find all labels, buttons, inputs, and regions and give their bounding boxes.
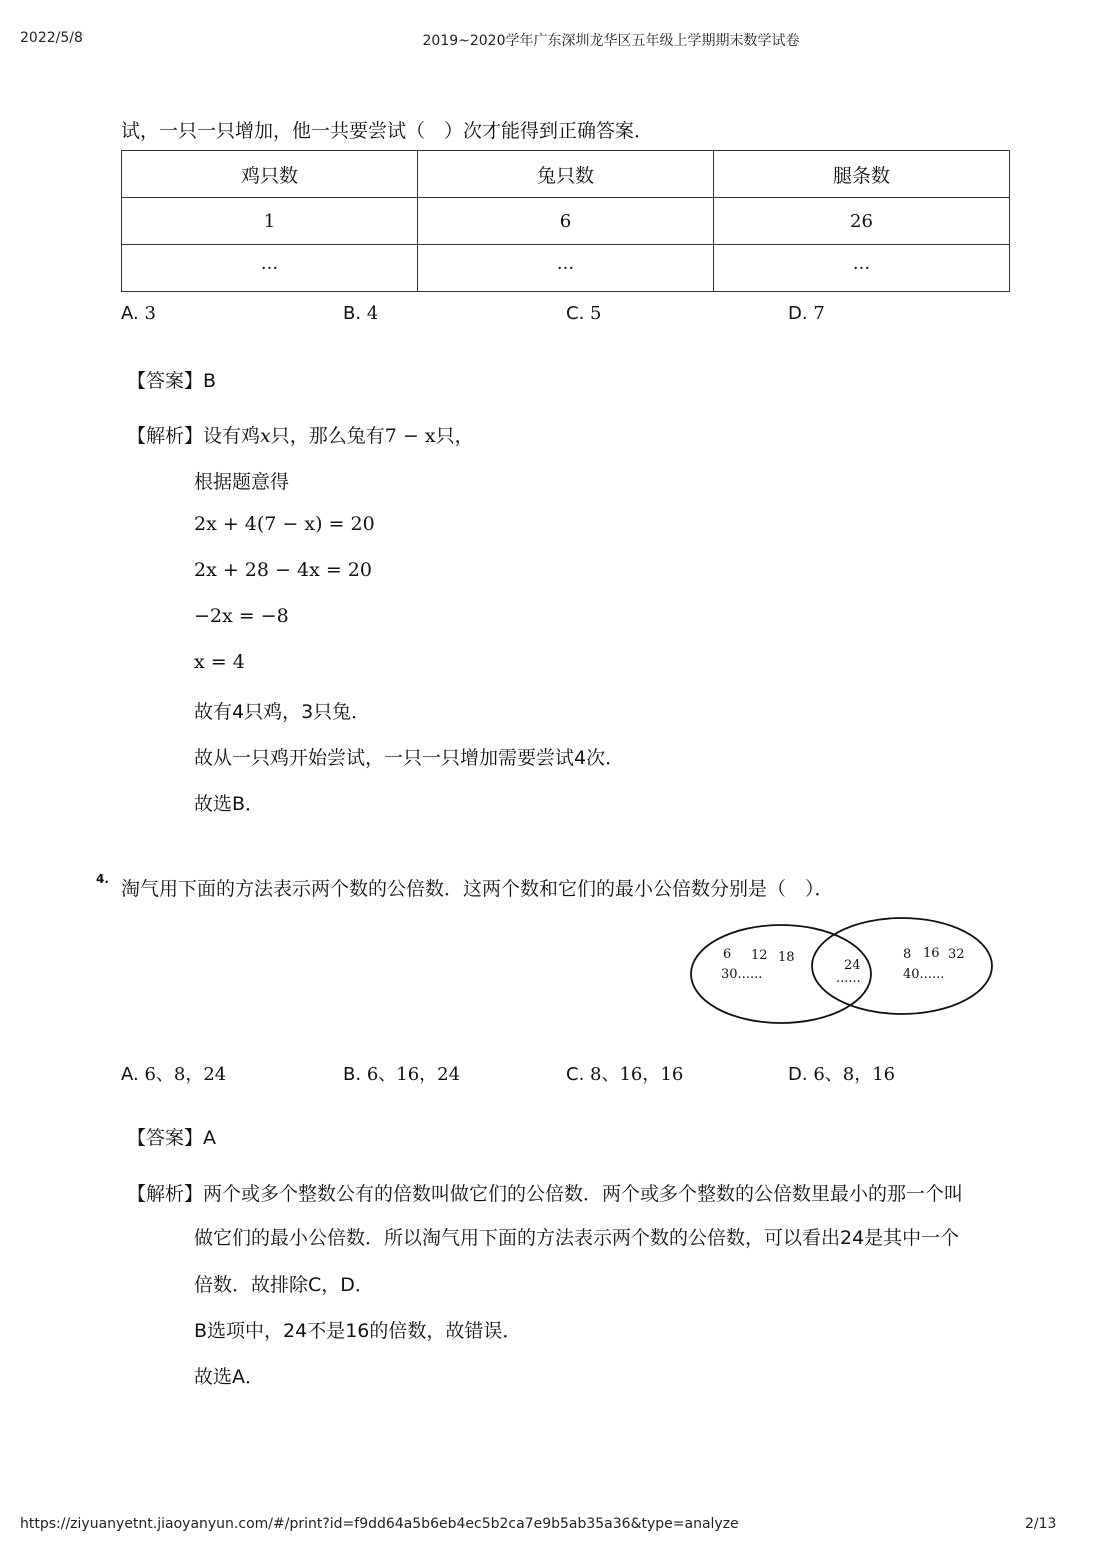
q4-option-a[interactable]: A. 6、8，24 xyxy=(121,1064,227,1085)
q3-analysis-line: 根据题意得 xyxy=(194,471,290,493)
q3-table xyxy=(121,150,1010,292)
table-header-cell: 腿条数 xyxy=(714,151,1010,198)
q3-analysis-first: 【解析】设有鸡x只，那么兔有7 − x只， xyxy=(127,425,474,447)
venn-left-number: 12 xyxy=(751,948,768,963)
q3-equation: x = 4 xyxy=(194,651,245,673)
q4-answer xyxy=(127,1123,216,1150)
venn-diagram xyxy=(690,910,1010,1035)
q4-analysis-line: B选项中，24不是16的倍数，故错误． xyxy=(194,1320,522,1342)
q3-analysis-line: 故选B． xyxy=(194,793,265,815)
document-title: 2019~2020学年广东深圳龙华区五年级上学期期末数学试卷 xyxy=(422,33,800,49)
table-cell: ··· xyxy=(714,245,1010,292)
venn-right-number: 16 xyxy=(923,946,940,961)
q3-equation: 2x + 4(7 − x) = 20 xyxy=(194,513,375,535)
table-cell: ··· xyxy=(418,245,714,292)
venn-center-number: 24 xyxy=(844,958,861,973)
venn-left-number: 18 xyxy=(778,950,795,965)
venn-right-sequence: 40...... xyxy=(903,967,945,982)
page-number: 2/13 xyxy=(1025,1516,1057,1532)
q4-stem: 淘气用下面的方法表示两个数的公倍数．这两个数和它们的最小公倍数分别是（ ）． xyxy=(121,878,834,900)
venn-center-dots: ...... xyxy=(836,971,861,986)
q3-analysis-line: 故有4只鸡，3只兔． xyxy=(194,701,371,723)
q4-option-d[interactable]: D. 6、8，16 xyxy=(788,1064,896,1085)
answer-value: A xyxy=(203,1127,217,1149)
q3-stem-tail: 试，一只一只增加，他一共要尝试（ ）次才能得到正确答案． xyxy=(121,120,654,142)
footer-url[interactable]: https://ziyuanyetnt.jiaoyanyun.com/#/print?id=f9dd64a5b6eb4ec5b2ca7e9b5ab35a36&type=analyze xyxy=(20,1516,739,1532)
venn-right-ellipse xyxy=(812,918,992,1014)
q4-analysis-line: 做它们的最小公倍数．所以淘气用下面的方法表示两个数的公倍数，可以看出24是其中一个 xyxy=(194,1227,960,1249)
q3-analysis-line: 故从一只鸡开始尝试，一只一只增加需要尝试4次． xyxy=(194,747,625,769)
q4-analysis-line: 倍数．故排除C，D． xyxy=(194,1274,374,1296)
print-date: 2022/5/8 xyxy=(20,30,83,46)
venn-right-number: 32 xyxy=(948,947,965,962)
table-header-cell: 鸡只数 xyxy=(122,151,418,198)
table-row xyxy=(122,245,1010,292)
analysis-label: 【解析】 xyxy=(127,425,204,447)
q4-option-b[interactable]: B. 6、16，24 xyxy=(343,1064,461,1085)
table-cell: 26 xyxy=(714,198,1010,245)
q4-option-c[interactable]: C. 8、16，16 xyxy=(566,1064,684,1085)
table-cell: ··· xyxy=(122,245,418,292)
analysis-label: 【解析】 xyxy=(127,1183,204,1205)
question-number: 4. xyxy=(96,872,109,886)
q3-equation: −2x = −8 xyxy=(194,605,289,627)
venn-right-number: 8 xyxy=(903,947,912,962)
table-cell: 1 xyxy=(122,198,418,245)
answer-value: B xyxy=(203,370,217,392)
q4-analysis-line: 故选A． xyxy=(194,1366,264,1388)
table-row xyxy=(122,198,1010,245)
q3-option-c[interactable]: C. 5 xyxy=(566,303,602,324)
table-cell: 6 xyxy=(418,198,714,245)
venn-left-number: 6 xyxy=(723,947,732,962)
table-header-cell: 兔只数 xyxy=(418,151,714,198)
venn-left-sequence: 30...... xyxy=(721,967,763,982)
table-header-row xyxy=(122,151,1010,198)
answer-label: 【答案】 xyxy=(127,1127,204,1149)
q4-analysis-first: 【解析】两个或多个整数公有的倍数叫做它们的公倍数．两个或多个整数的公倍数里最小的那一个叫 xyxy=(127,1183,964,1205)
q3-option-a[interactable]: A. 3 xyxy=(121,303,156,324)
q3-answer xyxy=(127,366,216,393)
q3-equation: 2x + 28 − 4x = 20 xyxy=(194,559,372,581)
q3-option-b[interactable]: B. 4 xyxy=(343,303,379,324)
q3-option-d[interactable]: D. 7 xyxy=(788,303,825,324)
answer-label: 【答案】 xyxy=(127,370,204,392)
